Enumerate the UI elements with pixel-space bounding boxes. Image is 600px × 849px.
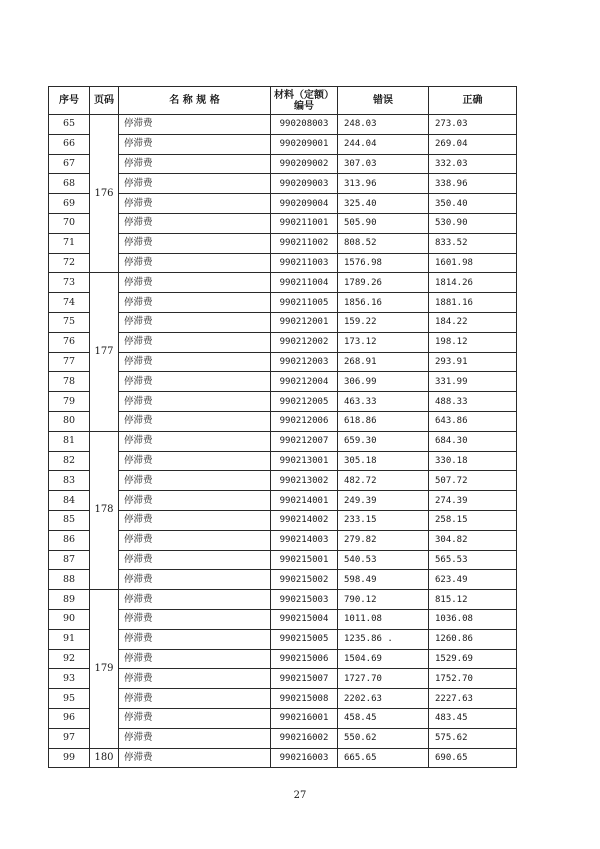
right-value-cell: 269.04 [429,134,517,154]
seq-cell: 88 [49,570,90,590]
name-cell: 停滞费 [119,550,271,570]
header-seq: 序号 [49,87,90,115]
table-row [49,590,517,610]
table-row [49,352,517,372]
table-row [49,708,517,728]
wrong-value-cell: 598.49 [338,570,429,590]
table-row [49,609,517,629]
table-row [49,649,517,669]
name-cell: 停滞费 [119,708,271,728]
name-cell: 停滞费 [119,352,271,372]
seq-cell: 86 [49,530,90,550]
table-row [49,471,517,491]
name-cell: 停滞费 [119,332,271,352]
code-cell: 990213002 [271,471,338,491]
wrong-value-cell: 540.53 [338,550,429,570]
table-row [49,728,517,748]
wrong-value-cell: 307.03 [338,154,429,174]
wrong-value-cell: 159.22 [338,312,429,332]
code-cell: 990211005 [271,293,338,313]
right-value-cell: 273.03 [429,115,517,135]
code-cell: 990215006 [271,649,338,669]
right-value-cell: 684.30 [429,431,517,451]
name-cell: 停滞费 [119,411,271,431]
code-cell: 990211002 [271,233,338,253]
right-value-cell: 623.49 [429,570,517,590]
page-number: 27 [293,790,307,801]
right-value-cell: 332.03 [429,154,517,174]
seq-cell: 85 [49,510,90,530]
name-cell: 停滞费 [119,748,271,768]
name-cell: 停滞费 [119,253,271,273]
table-row [49,213,517,233]
right-value-cell: 330.18 [429,451,517,471]
seq-cell: 65 [49,115,90,135]
wrong-value-cell: 1856.16 [338,293,429,313]
right-value-cell: 1260.86 [429,629,517,649]
code-cell: 990215007 [271,669,338,689]
code-cell: 990211004 [271,273,338,293]
table-row [49,451,517,471]
code-cell: 990216001 [271,708,338,728]
table-row [49,154,517,174]
wrong-value-cell: 268.91 [338,352,429,372]
name-cell: 停滞费 [119,570,271,590]
name-cell: 停滞费 [119,530,271,550]
table-row [49,233,517,253]
name-cell: 停滞费 [119,689,271,709]
seq-cell: 76 [49,332,90,352]
seq-cell: 80 [49,411,90,431]
code-cell: 990216002 [271,728,338,748]
name-cell: 停滞费 [119,233,271,253]
page-cell: 177 [90,273,119,431]
code-cell: 990211003 [271,253,338,273]
table-row [49,253,517,273]
right-value-cell: 507.72 [429,471,517,491]
header-wrong: 错误 [338,87,429,115]
table-row [49,372,517,392]
right-value-cell: 1036.08 [429,609,517,629]
right-value-cell: 1601.98 [429,253,517,273]
wrong-value-cell: 463.33 [338,392,429,412]
header-name: 名 称 规 格 [119,87,271,115]
wrong-value-cell: 1789.26 [338,273,429,293]
wrong-value-cell: 505.90 [338,213,429,233]
seq-cell: 84 [49,491,90,511]
name-cell: 停滞费 [119,728,271,748]
name-cell: 停滞费 [119,134,271,154]
table-row [49,134,517,154]
seq-cell: 99 [49,748,90,768]
wrong-value-cell: 665.65 [338,748,429,768]
name-cell: 停滞费 [119,293,271,313]
seq-cell: 66 [49,134,90,154]
code-cell: 990212005 [271,392,338,412]
right-value-cell: 643.86 [429,411,517,431]
table-row [49,312,517,332]
wrong-value-cell: 2202.63 [338,689,429,709]
right-value-cell: 575.62 [429,728,517,748]
right-value-cell: 1752.70 [429,669,517,689]
name-cell: 停滞费 [119,590,271,610]
name-cell: 停滞费 [119,273,271,293]
table-row [49,669,517,689]
table-row [49,293,517,313]
right-value-cell: 488.33 [429,392,517,412]
seq-cell: 96 [49,708,90,728]
wrong-value-cell: 1576.98 [338,253,429,273]
header-code-line2: 编号 [294,100,314,112]
wrong-value-cell: 305.18 [338,451,429,471]
table-row [49,411,517,431]
right-value-cell: 331.99 [429,372,517,392]
code-cell: 990214003 [271,530,338,550]
seq-cell: 89 [49,590,90,610]
code-cell: 990212002 [271,332,338,352]
name-cell: 停滞费 [119,431,271,451]
code-cell: 990216003 [271,748,338,768]
seq-cell: 70 [49,213,90,233]
name-cell: 停滞费 [119,471,271,491]
table-row [49,332,517,352]
right-value-cell: 833.52 [429,233,517,253]
table-row [49,629,517,649]
code-cell: 990209002 [271,154,338,174]
right-value-cell: 184.22 [429,312,517,332]
wrong-value-cell: 306.99 [338,372,429,392]
right-value-cell: 293.91 [429,352,517,372]
seq-cell: 90 [49,609,90,629]
name-cell: 停滞费 [119,194,271,214]
header-right: 正确 [429,87,517,115]
wrong-value-cell: 790.12 [338,590,429,610]
seq-cell: 82 [49,451,90,471]
wrong-value-cell: 550.62 [338,728,429,748]
header-code [271,87,338,115]
table-row [49,550,517,570]
name-cell: 停滞费 [119,392,271,412]
code-cell: 990215003 [271,590,338,610]
code-cell: 990212001 [271,312,338,332]
name-cell: 停滞费 [119,629,271,649]
table-row [49,491,517,511]
code-cell: 990215002 [271,570,338,590]
errata-table [48,86,517,768]
right-value-cell: 350.40 [429,194,517,214]
seq-cell: 72 [49,253,90,273]
code-cell: 990211001 [271,213,338,233]
seq-cell: 95 [49,689,90,709]
right-value-cell: 815.12 [429,590,517,610]
code-cell: 990212004 [271,372,338,392]
table-row [49,510,517,530]
right-value-cell: 1529.69 [429,649,517,669]
page-cell: 180 [90,748,119,768]
name-cell: 停滞费 [119,174,271,194]
seq-cell: 79 [49,392,90,412]
wrong-value-cell: 233.15 [338,510,429,530]
page-cell: 179 [90,590,119,748]
code-cell: 990212006 [271,411,338,431]
name-cell: 停滞费 [119,510,271,530]
wrong-value-cell: 482.72 [338,471,429,491]
code-cell: 990212003 [271,352,338,372]
header-page: 页码 [90,87,119,115]
seq-cell: 75 [49,312,90,332]
wrong-value-cell: 458.45 [338,708,429,728]
seq-cell: 83 [49,471,90,491]
wrong-value-cell: 248.03 [338,115,429,135]
code-cell: 990215008 [271,689,338,709]
right-value-cell: 304.82 [429,530,517,550]
right-value-cell: 530.90 [429,213,517,233]
seq-cell: 97 [49,728,90,748]
header-row [49,87,517,115]
table-row [49,194,517,214]
code-cell: 990215001 [271,550,338,570]
wrong-value-cell: 1727.70 [338,669,429,689]
seq-cell: 73 [49,273,90,293]
name-cell: 停滞费 [119,609,271,629]
name-cell: 停滞费 [119,115,271,135]
wrong-value-cell: 313.96 [338,174,429,194]
seq-cell: 74 [49,293,90,313]
right-value-cell: 1881.16 [429,293,517,313]
name-cell: 停滞费 [119,451,271,471]
code-cell: 990209004 [271,194,338,214]
seq-cell: 91 [49,629,90,649]
table-row [49,431,517,451]
right-value-cell: 258.15 [429,510,517,530]
page-cell: 178 [90,431,119,589]
table-row [49,392,517,412]
table-row [49,689,517,709]
name-cell: 停滞费 [119,312,271,332]
seq-cell: 78 [49,372,90,392]
table-row [49,115,517,135]
code-cell: 990208003 [271,115,338,135]
right-value-cell: 565.53 [429,550,517,570]
wrong-value-cell: 249.39 [338,491,429,511]
table-row [49,530,517,550]
wrong-value-cell: 244.04 [338,134,429,154]
wrong-value-cell: 279.82 [338,530,429,550]
page-cell: 176 [90,115,119,273]
seq-cell: 93 [49,669,90,689]
wrong-value-cell: 173.12 [338,332,429,352]
wrong-value-cell: 1011.08 [338,609,429,629]
right-value-cell: 483.45 [429,708,517,728]
name-cell: 停滞费 [119,491,271,511]
name-cell: 停滞费 [119,213,271,233]
code-cell: 990212007 [271,431,338,451]
name-cell: 停滞费 [119,372,271,392]
right-value-cell: 1814.26 [429,273,517,293]
right-value-cell: 2227.63 [429,689,517,709]
wrong-value-cell: 325.40 [338,194,429,214]
wrong-value-cell: 808.52 [338,233,429,253]
table-row [49,174,517,194]
code-cell: 990214002 [271,510,338,530]
code-cell: 990215005 [271,629,338,649]
code-cell: 990215004 [271,609,338,629]
code-cell: 990213001 [271,451,338,471]
code-cell: 990214001 [271,491,338,511]
wrong-value-cell: 1235.86 . [338,629,429,649]
seq-cell: 68 [49,174,90,194]
seq-cell: 67 [49,154,90,174]
seq-cell: 77 [49,352,90,372]
wrong-value-cell: 1504.69 [338,649,429,669]
seq-cell: 81 [49,431,90,451]
wrong-value-cell: 659.30 [338,431,429,451]
code-cell: 990209003 [271,174,338,194]
seq-cell: 92 [49,649,90,669]
name-cell: 停滞费 [119,669,271,689]
right-value-cell: 198.12 [429,332,517,352]
seq-cell: 69 [49,194,90,214]
name-cell: 停滞费 [119,154,271,174]
name-cell: 停滞费 [119,649,271,669]
right-value-cell: 338.96 [429,174,517,194]
wrong-value-cell: 618.86 [338,411,429,431]
code-cell: 990209001 [271,134,338,154]
right-value-cell: 274.39 [429,491,517,511]
table-row [49,748,517,768]
seq-cell: 87 [49,550,90,570]
table-row [49,570,517,590]
header-code-line1: 材料（定额） [274,89,334,101]
table-body [49,115,517,768]
seq-cell: 71 [49,233,90,253]
table-row [49,273,517,293]
right-value-cell: 690.65 [429,748,517,768]
